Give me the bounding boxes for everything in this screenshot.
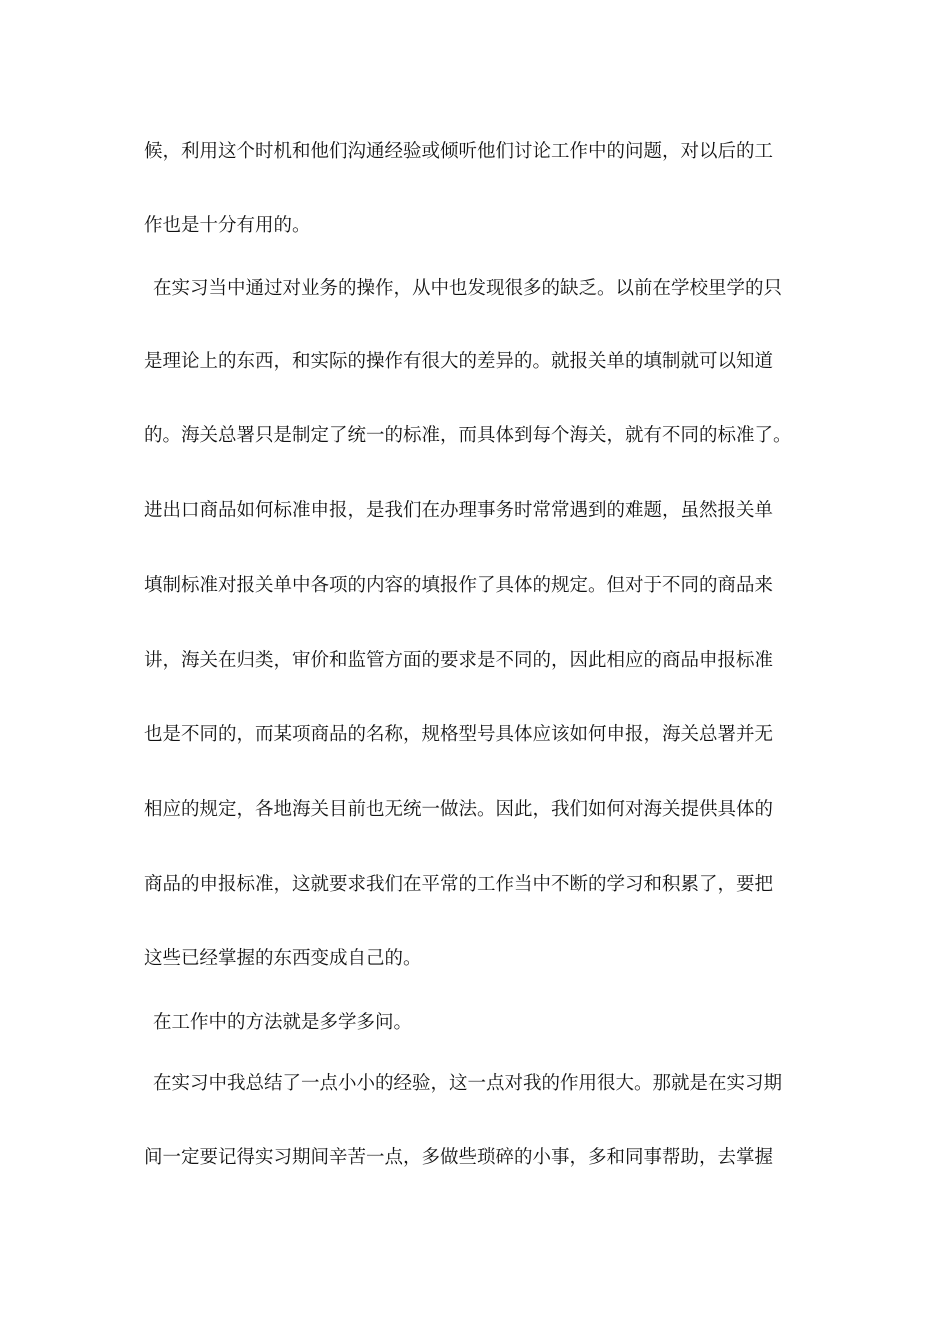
text-line-11: 这些已经掌握的东西变成自己的。 (144, 948, 422, 969)
text-line-6: 填制标准对报关单中各项的内容的填报作了具体的规定。但对于不同的商品来 (144, 575, 774, 596)
text-line-4: 的。海关总署只是制定了统一的标准，而具体到每个海关，就有不同的标准了。 (144, 425, 792, 446)
text-line-1: 候，利用这个时机和他们沟通经验或倾听他们讨论工作中的问题，对以后的工 (144, 141, 774, 162)
text-line-5: 进出口商品如何标准申报，是我们在办理事务时常常遇到的难题，虽然报关单 (144, 500, 774, 521)
paragraph-line-1: 在实习当中通过对业务的操作，从中也发现很多的缺乏。以前在学校里学的只 (153, 278, 783, 299)
paragraph-line-2: 在工作中的方法就是多学多问。 (153, 1012, 413, 1033)
text-line-10: 商品的申报标准，这就要求我们在平常的工作当中不断的学习和积累了，要把 (144, 874, 774, 895)
paragraph-line-3: 在实习中我总结了一点小小的经验，这一点对我的作用很大。那就是在实习期 (153, 1073, 783, 1094)
text-line-9: 相应的规定，各地海关目前也无统一做法。因此，我们如何对海关提供具体的 (144, 799, 774, 820)
text-line-12: 间一定要记得实习期间辛苦一点，多做些琐碎的小事，多和同事帮助，去掌握 (144, 1147, 774, 1168)
text-line-7: 讲，海关在归类，审价和监管方面的要求是不同的，因此相应的商品申报标准 (144, 650, 774, 671)
text-line-2: 作也是十分有用的。 (144, 215, 311, 236)
text-line-3: 是理论上的东西，和实际的操作有很大的差异的。就报关单的填制就可以知道 (144, 351, 774, 372)
text-line-8: 也是不同的，而某项商品的名称，规格型号具体应该如何申报，海关总署并无 (144, 724, 774, 745)
